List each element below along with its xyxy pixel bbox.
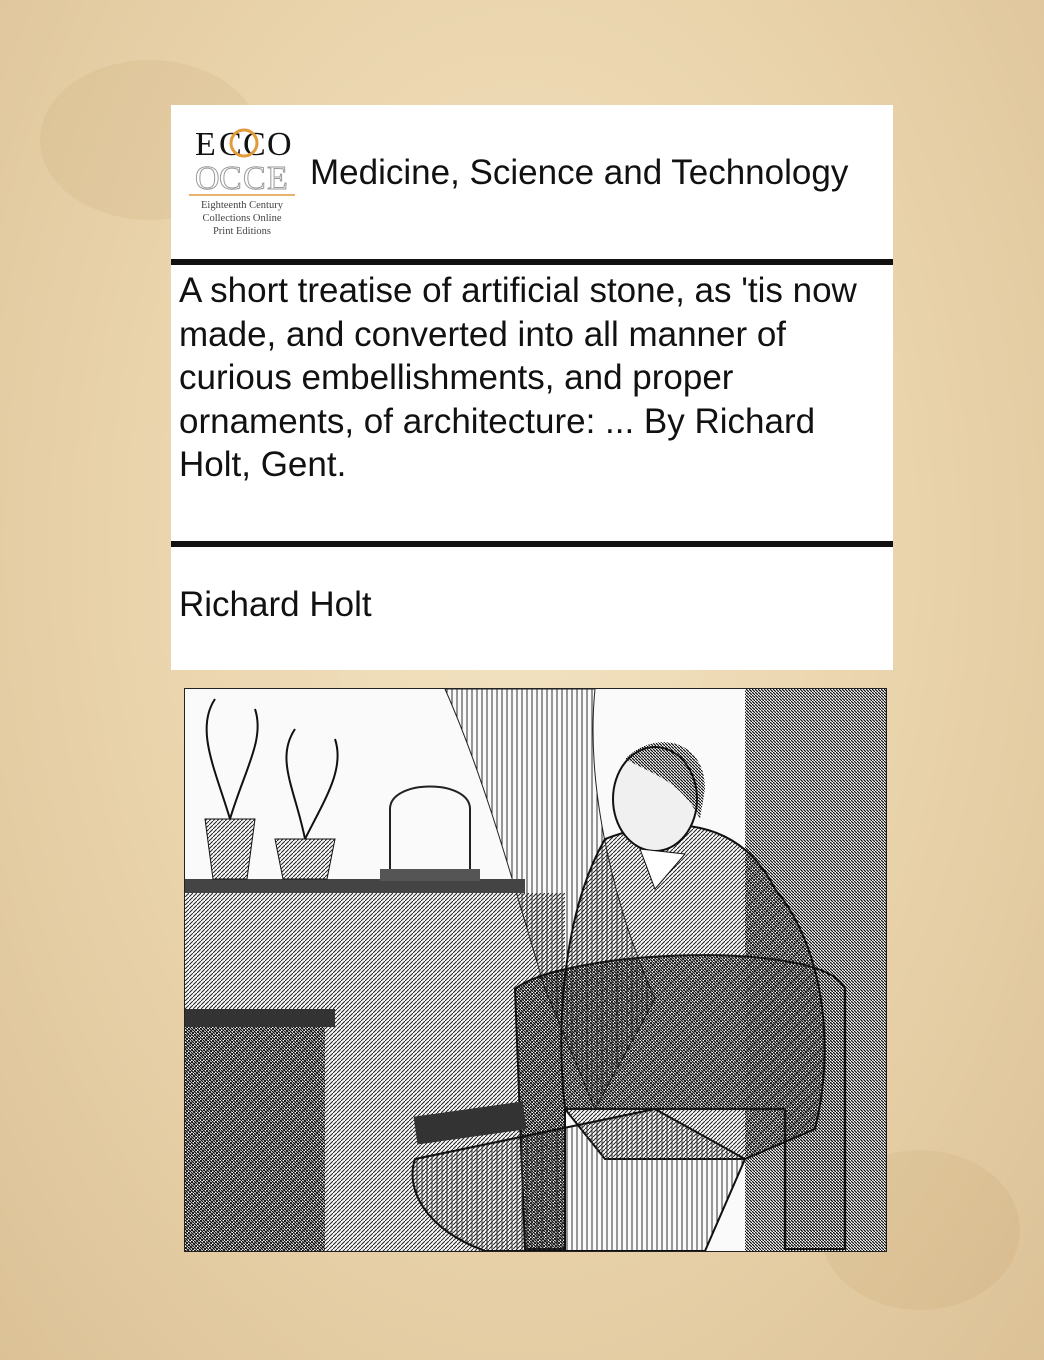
book-title: A short treatise of artificial stone, as 'tis now made, and converted into all manner of curious embellishments, and proper ornaments, of architecture: ... By Richard Holt, Gent. [179, 271, 857, 484]
divider-rule [171, 541, 893, 547]
logo-outline-letter: C [243, 160, 266, 197]
logo-outline-letter: O [195, 160, 220, 197]
author-name: Richard Holt [179, 585, 372, 624]
logo-outline-letter: E [267, 160, 288, 197]
logo-caption [185, 199, 299, 238]
logo-caption-line: Print Editions [212, 226, 272, 237]
logo-letter: E [195, 126, 216, 163]
engraving-seated-man-by-window-icon [185, 689, 886, 1251]
logo-outline-letter: C [219, 160, 242, 197]
logo-letter: O [267, 126, 292, 163]
series-title: Medicine, Science and Technology [310, 153, 849, 192]
divider-rule [171, 259, 893, 265]
logo-letter: C [243, 126, 266, 163]
ecco-logo-icon [185, 121, 299, 201]
logo-caption-line: Eighteenth Century [201, 200, 283, 211]
cover-panel [171, 105, 893, 670]
logo-letter: C [219, 126, 242, 163]
logo-caption-line: Collections Online [202, 213, 282, 224]
ecco-logo [185, 121, 299, 243]
cover-illustration [184, 688, 887, 1252]
